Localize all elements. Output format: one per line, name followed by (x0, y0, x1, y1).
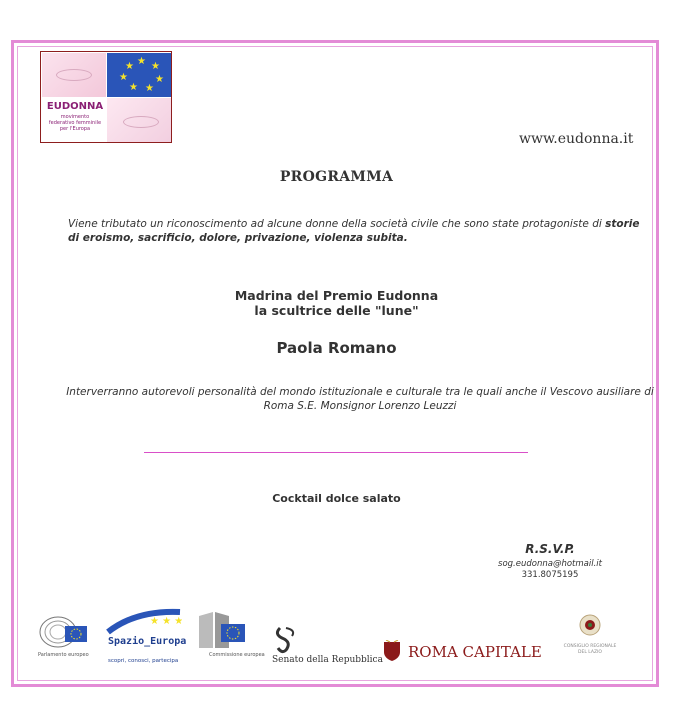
logo-eye-panel (42, 53, 106, 97)
star-icon: ★ (129, 82, 138, 93)
spazio-swoosh-icon (106, 606, 182, 636)
madrina-block (0, 288, 673, 318)
logo-title: EUDONNA (46, 101, 104, 112)
divider-line (144, 452, 528, 453)
consiglio-label: CONSIGLIO REGIONALE DEL LAZIO (563, 644, 617, 655)
madrina-line: Madrina del Premio Eudonna (234, 288, 439, 303)
speakers-line: Roma S.E. Monsignor Lorenzo Leuzzi (263, 400, 457, 412)
logo-stars-panel (107, 53, 171, 97)
roma-capitale-logo (382, 638, 542, 666)
star-icon: ★ (137, 56, 146, 67)
honoree-name: Paola Romano (276, 339, 397, 357)
rsvp-phone: 331.8075195 (521, 570, 579, 580)
star-icon: ★ (151, 61, 160, 72)
star-icon: ★ (119, 72, 128, 83)
roma-shield-icon (382, 640, 402, 662)
logo-eye-panel (107, 98, 171, 142)
roma-capitale-label: ROMA CAPITALE (408, 643, 542, 661)
parlamento-europeo-logo (38, 612, 90, 662)
rsvp-title: R.S.V.P. (525, 542, 575, 556)
commissione-europea-logo (197, 610, 265, 664)
svg-text:★ ★ ★: ★ ★ ★ (150, 616, 182, 627)
consiglio-regionale-logo (560, 612, 620, 666)
senato-label: Senato della Repubblica (272, 655, 383, 665)
speakers-line: Interverranno autorevoli personalità del mondo istituzionale e culturale tra le quali anche il Vescovo ausiliare di (66, 386, 654, 398)
star-icon: ★ (145, 83, 154, 94)
commissione-label: Commissione europea (209, 652, 265, 658)
eye-shape (56, 69, 92, 81)
eudonna-logo (40, 51, 172, 143)
eye-shape (123, 116, 159, 128)
senato-emblem-icon (272, 624, 302, 654)
cocktail-note: Cocktail dolce salato (272, 492, 401, 505)
website-link[interactable]: www.eudonna.it (519, 131, 634, 147)
spazio-europa-logo (106, 606, 187, 668)
logo-subtitle (44, 114, 106, 132)
parlamento-label: Parlamento europeo (38, 652, 89, 658)
spazio-label: Spazio_Europa (108, 636, 187, 647)
intro-bold-text: storie di eroismo, sacrificio, dolore, privazione, violenza subita. (68, 218, 640, 244)
speakers-paragraph (60, 385, 660, 413)
intro-text: Viene tributato un riconoscimento ad alcune donne della società civile che sono state protagoniste di (68, 218, 606, 230)
commission-building-icon (197, 610, 249, 650)
spazio-sublabel: scopri, conosci, partecipa (108, 658, 179, 664)
rsvp-email[interactable]: sog.eudonna@hotmail.it (498, 559, 602, 569)
star-icon: ★ (125, 61, 134, 72)
madrina-line: la scultrice delle "lune" (254, 303, 419, 318)
intro-paragraph (68, 217, 648, 245)
consiglio-emblem-icon (560, 612, 620, 642)
star-icon: ★ (155, 74, 164, 85)
logo-subtitle-line: movimento (60, 114, 90, 120)
parliament-icon (38, 612, 90, 652)
program-heading: PROGRAMMA (279, 169, 394, 185)
logo-subtitle-line: federativo femminile (48, 120, 102, 126)
senato-logo (270, 624, 383, 670)
logo-subtitle-line: per l'Europa (59, 126, 91, 132)
